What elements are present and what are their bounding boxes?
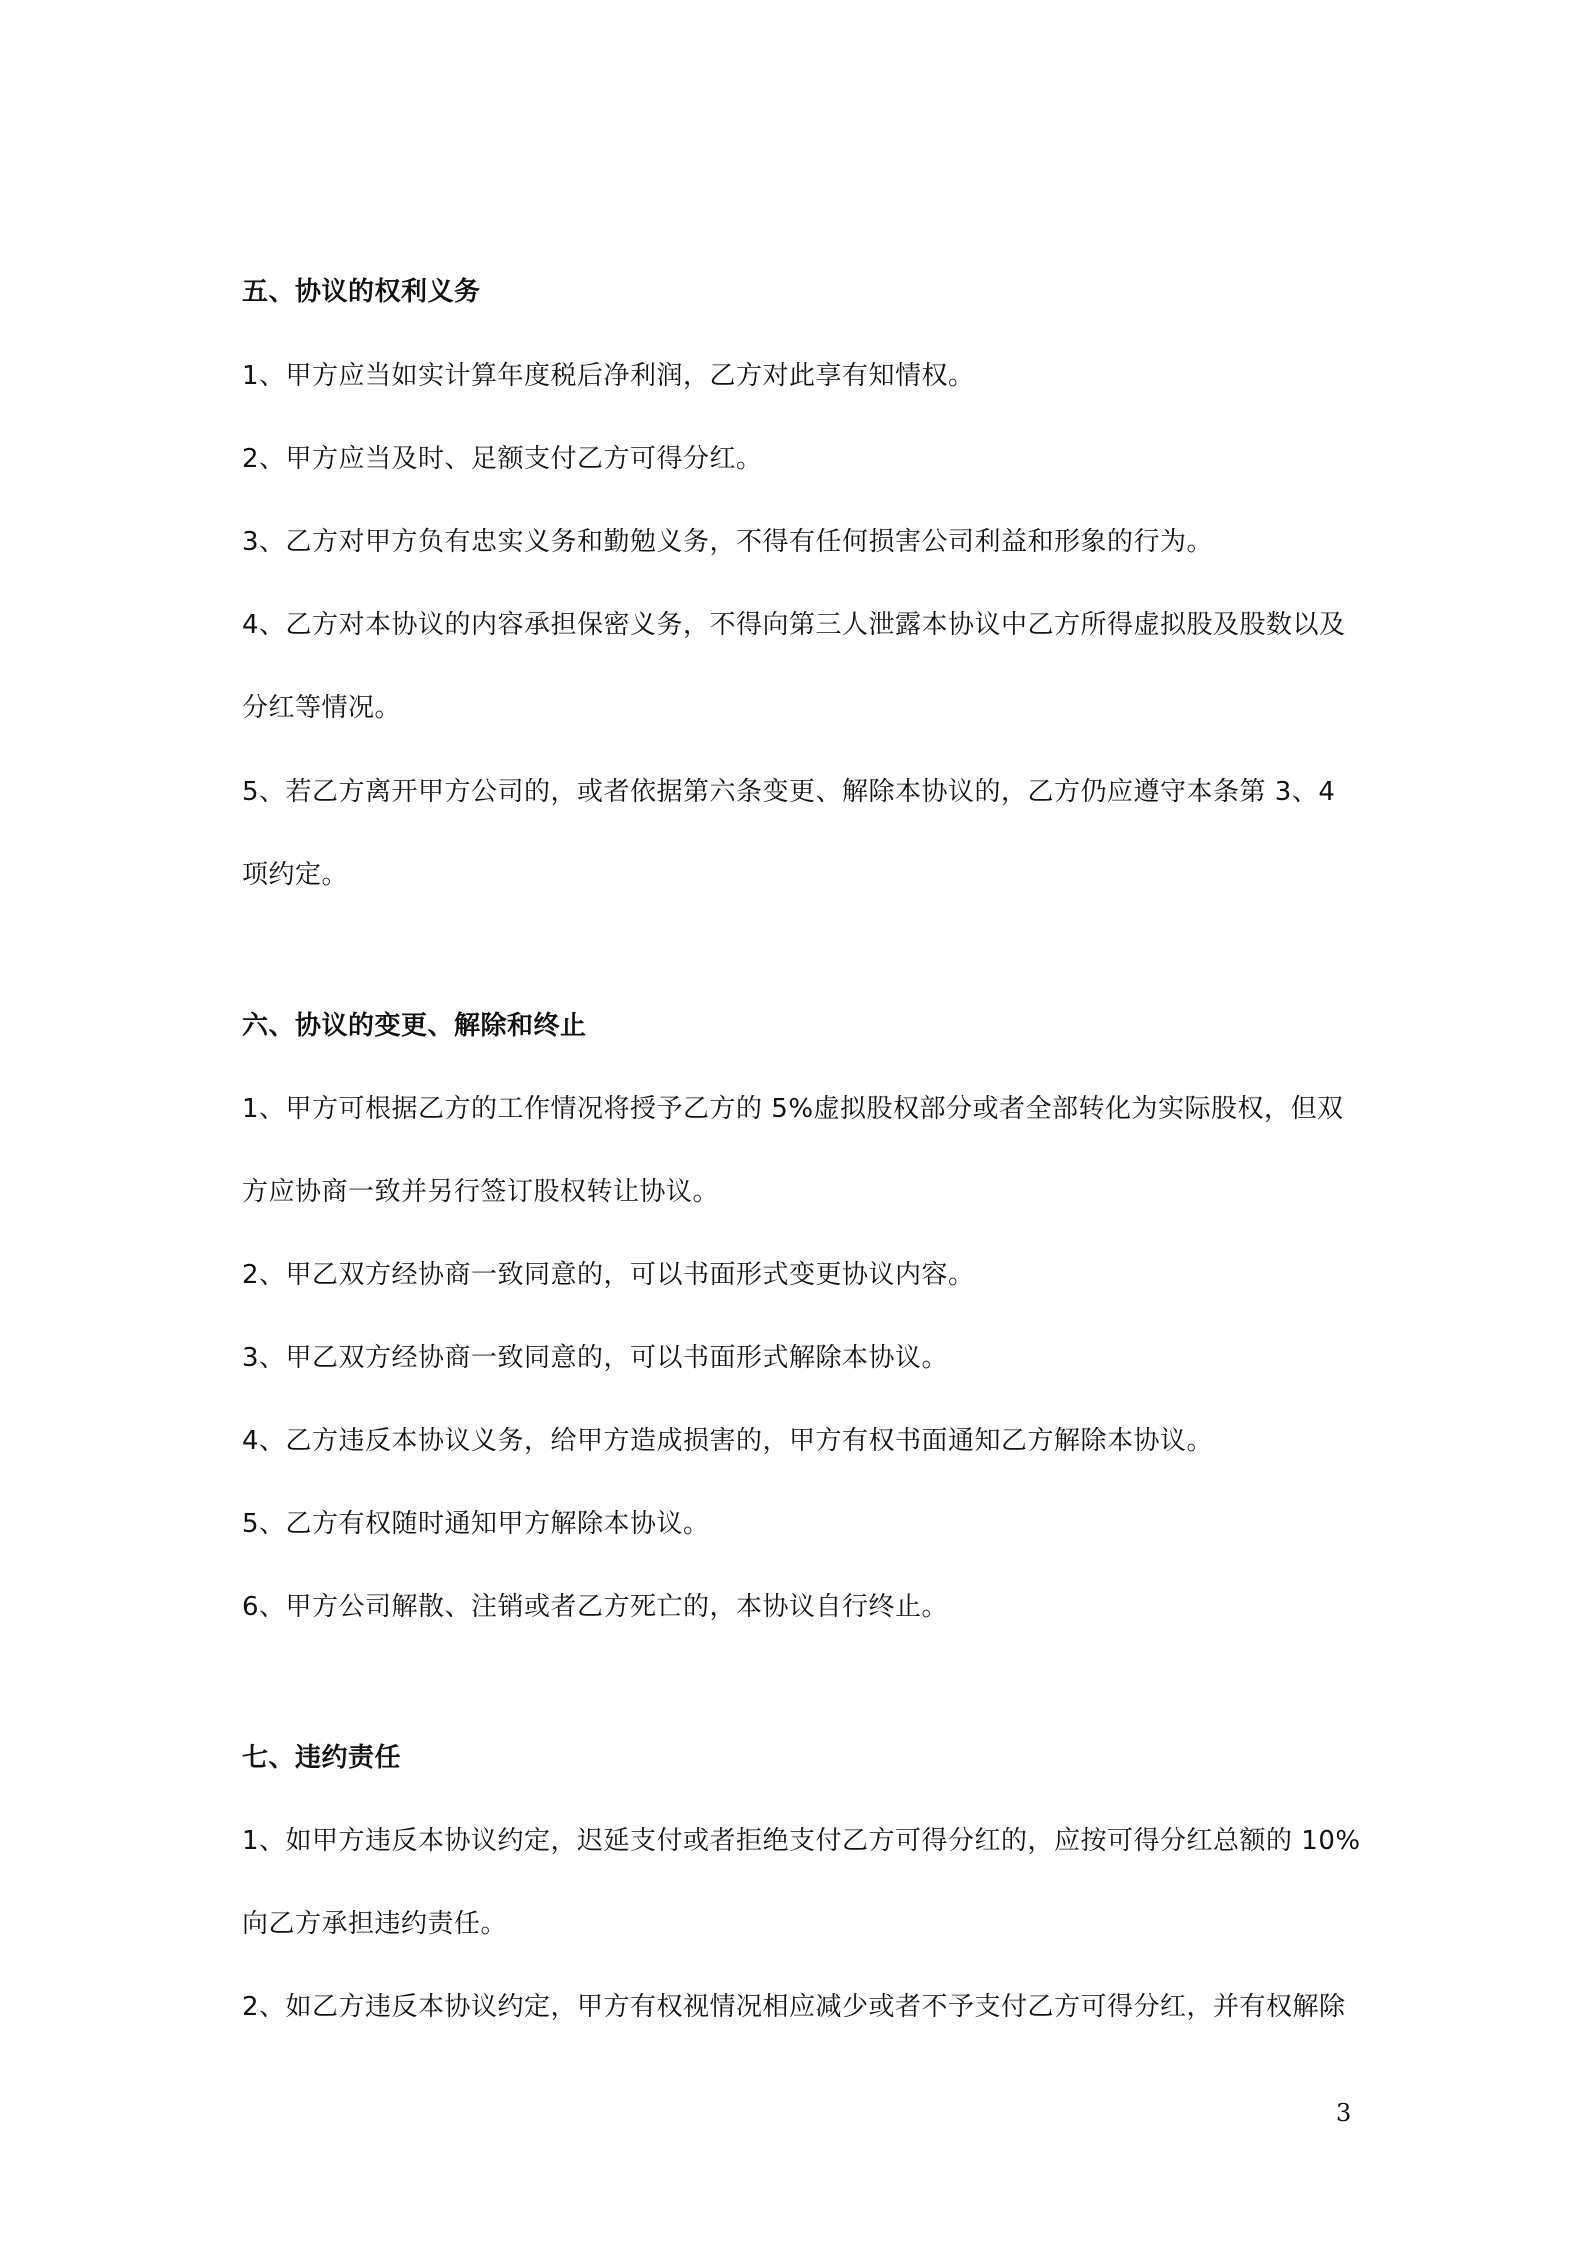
section-6-item-4: 4、乙方违反本协议义务，给甲方造成损害的，甲方有权书面通知乙方解除本协议。	[242, 1426, 1214, 1456]
section-6-heading: 六、协议的变更、解除和终止	[242, 1011, 587, 1041]
section-5-item-5-line-1: 5、若乙方离开甲方公司的，或者依据第六条变更、解除本协议的，乙方仍应遵守本条第 3、4	[242, 777, 1336, 807]
section-5-item-2: 2、甲方应当及时、足额支付乙方可得分红。	[242, 444, 763, 474]
section-6-item-3: 3、甲乙双方经协商一致同意的，可以书面形式解除本协议。	[242, 1343, 949, 1373]
section-5-heading: 五、协议的权利义务	[242, 277, 481, 307]
section-5-item-5-line-2: 项约定。	[242, 860, 349, 890]
section-5-item-3: 3、乙方对甲方负有忠实义务和勤勉义务，不得有任何损害公司利益和形象的行为。	[242, 527, 1214, 557]
section-6-item-1-line-1: 1、甲方可根据乙方的工作情况将授予乙方的 5%虚拟股权部分或者全部转化为实际股权，但双	[242, 1094, 1344, 1124]
section-6-item-6: 6、甲方公司解散、注销或者乙方死亡的，本协议自行终止。	[242, 1592, 949, 1622]
section-6-item-5: 5、乙方有权随时通知甲方解除本协议。	[242, 1509, 710, 1539]
section-7-item-1-line-1: 1、如甲方违反本协议约定，迟延支付或者拒绝支付乙方可得分红的，应按可得分红总额的 10%	[242, 1826, 1361, 1856]
section-7-heading: 七、违约责任	[242, 1743, 402, 1773]
section-7-item-1-line-2: 向乙方承担违约责任。	[242, 1909, 508, 1939]
section-7-item-2-line-1: 2、如乙方违反本协议约定，甲方有权视情况相应减少或者不予支付乙方可得分红，并有权解除	[242, 1992, 1346, 2022]
section-6-item-1-line-2: 方应协商一致并另行签订股权转让协议。	[242, 1177, 720, 1207]
section-6-item-2: 2、甲乙双方经协商一致同意的，可以书面形式变更协议内容。	[242, 1260, 975, 1290]
section-5-item-4-line-2: 分红等情况。	[242, 693, 402, 723]
section-5-item-1: 1、甲方应当如实计算年度税后净利润，乙方对此享有知情权。	[242, 361, 975, 391]
section-5-item-4-line-1: 4、乙方对本协议的内容承担保密义务，不得向第三人泄露本协议中乙方所得虚拟股及股数以及	[242, 610, 1346, 640]
page-number: 3	[1336, 2099, 1352, 2127]
